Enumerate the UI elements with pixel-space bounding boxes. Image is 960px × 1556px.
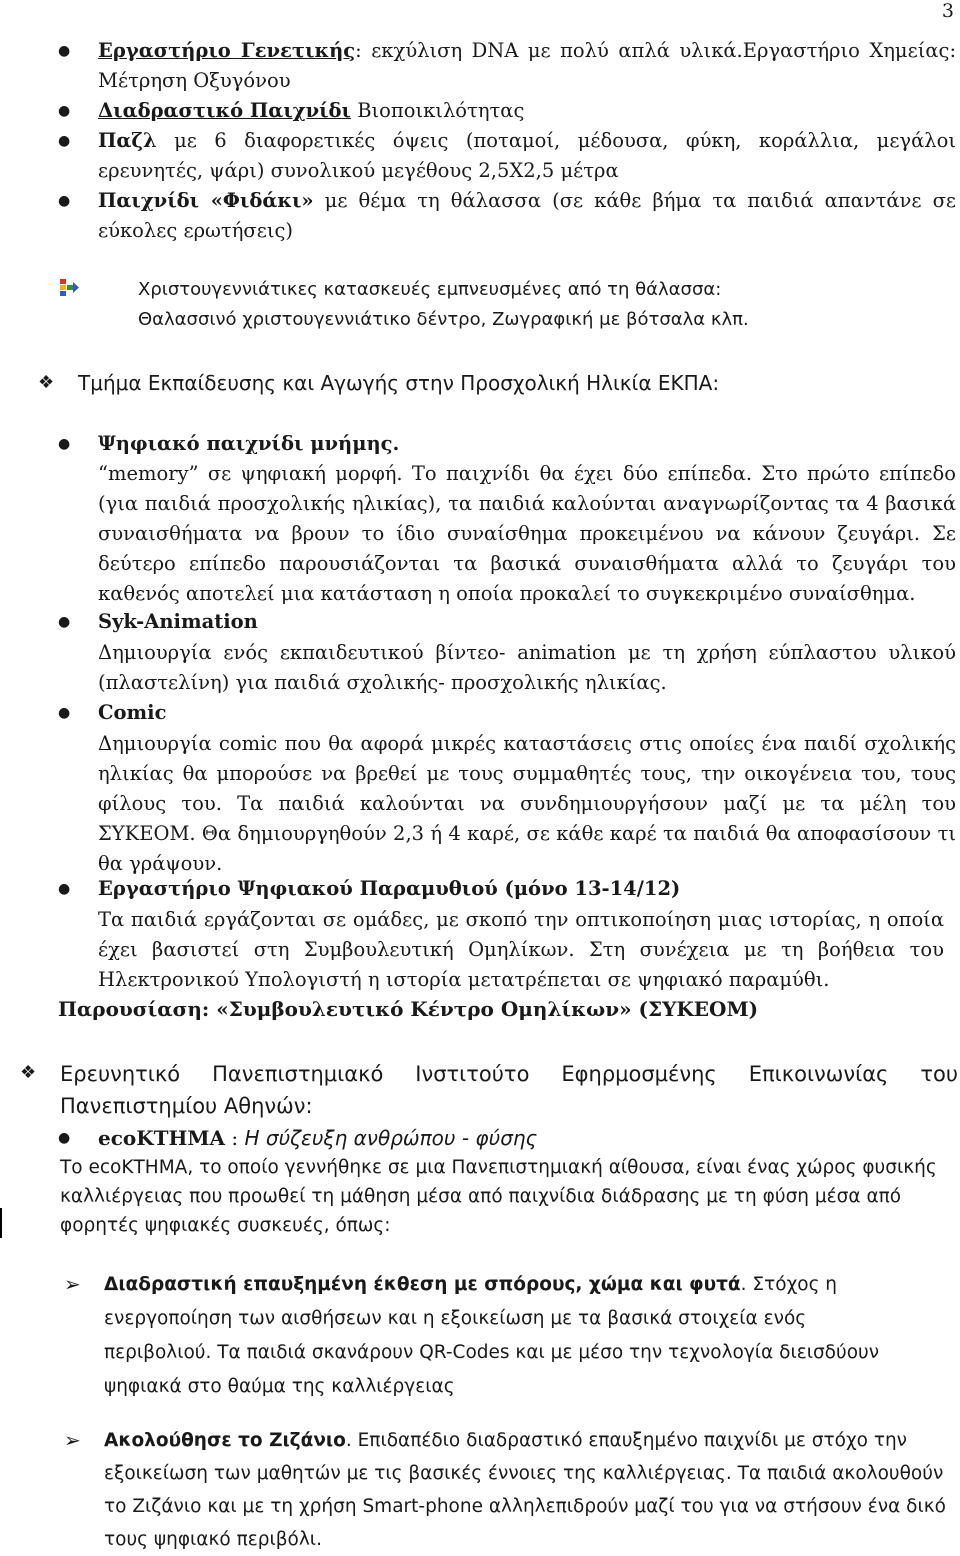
christmas-line-1: Χριστουγεννιάτικες κατασκευές εμπνευσμένες από τη θάλασσα: <box>138 279 722 300</box>
eco-title: ecoΚΤΗΜΑ <box>98 1126 226 1150</box>
list-item <box>98 186 956 246</box>
fairytale-title: Εργαστήριο Ψηφιακού Παραμυθιού (μόνο 13-14/12) <box>98 877 681 900</box>
item-body <box>104 1268 894 1404</box>
item-body: Τα παιδιά εργάζονται σε ομάδες, με σκοπό την οπτικοποίηση μιας ιστορίας, η οποία έχει βασιστεί στη Συμβουλευτική Ομηλίκων. Στη συνέχεια με τη βοήθεια του Ηλεκτρονικού Υπολογιστή η ιστορία μετατρέπεται σε ψηφιακό παραμύθι. <box>98 908 944 991</box>
bullet-dot-icon: ● <box>58 43 71 59</box>
item-title: Παζλ <box>98 129 157 152</box>
arrow-bullet-icon: ➢ <box>64 1428 81 1452</box>
comic-title: Comic <box>98 701 167 724</box>
margin-change-bar <box>0 1208 2 1238</box>
bullet-dot-icon: ● <box>58 436 71 452</box>
item-text: με θέμα τη θάλασσα (σε κάθε βήμα τα παιδιά απαντάνε σε εύκολες ερωτήσεις) <box>98 189 956 242</box>
arrow-bullet-icon: ➢ <box>64 1272 81 1296</box>
item-text: Βιοποικιλότητας <box>351 99 525 122</box>
page-number: 3 <box>941 0 954 22</box>
christmas-line-2: Θαλασσινό χριστουγεννιάτικο δέντρο, Ζωγραφική με βότσαλα κλπ. <box>138 309 749 330</box>
item-title <box>98 874 956 904</box>
item-title <box>98 698 956 728</box>
item-body: Δημιουργία ενός εκπαιδευτικού βίντεο- animation με τη χρήση εύπλαστου υλικού (πλαστελίνη) για παιδιά σχολικής- προσχολικής ηλικίας. <box>98 641 956 694</box>
diamond-bullet-icon: ❖ <box>20 1062 37 1083</box>
eco-subtitle: Η σύζευξη ανθρώπου - φύσης <box>244 1126 538 1150</box>
item-body: “memory” σε ψηφιακή μορφή. Το παιχνίδι θα έχει δύο επίπεδα. Στο πρώτο επίπεδο (για παιδιά προσχολικής ηλικίας), τα παιδιά καλούνται αναγνωρίζοντας τα 4 βασικά συναισθήματα να βρουν το ίδιο συναίσθημα προκειμένου να κάνουν ζευγάρι. Σε δεύτερο επίπεδο παρουσιάζονται τα βασικά συναισθήματα αλλά το ζευγάρι του καθενός αποτελεί μια κατάσταση η οποία προκαλεί το συγκεκριμένο συναίσθημα. <box>98 462 956 605</box>
list-item <box>98 126 956 186</box>
item-title <box>98 1123 956 1153</box>
arrow-item-title: Διαδραστική επαυξημένη έκθεση με σπόρους, χώμα και φυτά <box>104 1274 741 1295</box>
section-title: Τμήμα Εκπαίδευσης και Αγωγής στην Προσχολική Ηλικία ΕΚΠΑ: <box>78 371 720 395</box>
presentation-title: Παρουσίαση: «Συμβουλευτικό Κέντρο Ομηλίκων» (ΣΥΚΕΟΜ) <box>58 997 759 1021</box>
item-text: : εκχύλιση DNA με πολύ απλά υλικά.Εργαστήριο Χημείας: Μέτρηση Οξυγόνου <box>98 39 957 92</box>
eco-sep: : <box>225 1126 245 1150</box>
item-title <box>98 607 956 637</box>
bullet-dot-icon: ● <box>58 193 71 209</box>
bullet-dot-icon: ● <box>58 1130 71 1146</box>
syk-title: Syk-Animation <box>98 610 258 633</box>
bullet-dot-icon: ● <box>58 881 71 897</box>
item-body: Δημιουργία comic που θα αφορά μικρές καταστάσεις στις οποίες ένα παιδί σχολικής ηλικίας θα μπορούσε να βρεθεί με τους συμμαθητές τους, την οικογένεια του, τους φίλους του. Τα παιδιά καλούνται να συνδημιουργήσουν μαζί με τα μέλη του ΣΥΚΕΟΜ. Θα δημιουργηθούν 2,3 ή 4 καρέ, σε κάθε καρέ τα παιδιά θα αποφασίσουν τι θα γράψουν. <box>98 732 956 875</box>
item-title: Εργαστήριο Γενετικής <box>98 39 356 62</box>
item-title: Παιχνίδι «Φιδάκι» <box>98 189 314 212</box>
list-item <box>98 96 956 126</box>
section-title: Ερευνητικό Πανεπιστημιακό Ινστιτούτο Εφηρμοσμένης Επικοινωνίας του Πανεπιστημίου Αθηνών: <box>60 1062 958 1118</box>
bullet-dot-icon: ● <box>58 705 71 721</box>
arrow-item-text: . Επιδαπέδιο διαδραστικό επαυξημένο παιχνίδι με στόχο την εξοικείωση των μαθητών με τις βασικές έννοιες της καλλιέργειας. Τα παιδιά ακολουθούν το Ζιζάνιο και με τη χρήση Smart-phone αλληλεπιδρούν μαζί του για να στήσουν ένα δικό τους ψηφιακό περιβόλι. <box>104 1430 946 1550</box>
item-body <box>104 1424 954 1556</box>
item-title <box>98 429 956 459</box>
list-item <box>98 36 956 96</box>
item-text: με 6 διαφορετικές όψεις (ποταμοί, μέδουσα, φύκη, κοράλλια, μεγάλοι ερευνητές, ψάρι) συνολικού μεγέθους 2,5Χ2,5 μέτρα <box>98 129 956 182</box>
item-body: Το ecoΚΤΗΜΑ, το οποίο γεννήθηκε σε μια Πανεπιστημιακή αίθουσα, είναι ένας χώρος φυσικής καλλιέργειας που προωθεί τη μάθηση μέσα από παιχνίδια διάδρασης με τη φύση μέσα από φορητές ψηφιακές συσκευές, όπως: <box>60 1157 937 1236</box>
memory-title: Ψηφιακό παιχνίδι μνήμης. <box>98 432 400 455</box>
bullet-dot-icon: ● <box>58 614 71 630</box>
bullet-dot-icon: ● <box>58 103 71 119</box>
item-title: Διαδραστικό Παιχνίδι <box>98 99 351 122</box>
diamond-bullet-icon: ❖ <box>38 372 55 393</box>
bullet-dot-icon: ● <box>58 133 71 149</box>
arrow-item-text: . Στόχος η ενεργοποίηση των αισθήσεων και η εξοικείωση με τα βασικά στοιχεία ενός περιβολιού. Τα παιδιά σκανάρουν QR-Codes και με μέσο την τεχνολογία διεισδύουν ψηφιακά στο θαύμα της καλλιέργειας <box>104 1274 880 1397</box>
colored-arrow-icon <box>58 279 80 297</box>
arrow-item-title: Ακολούθησε το Ζιζάνιο <box>104 1430 346 1451</box>
